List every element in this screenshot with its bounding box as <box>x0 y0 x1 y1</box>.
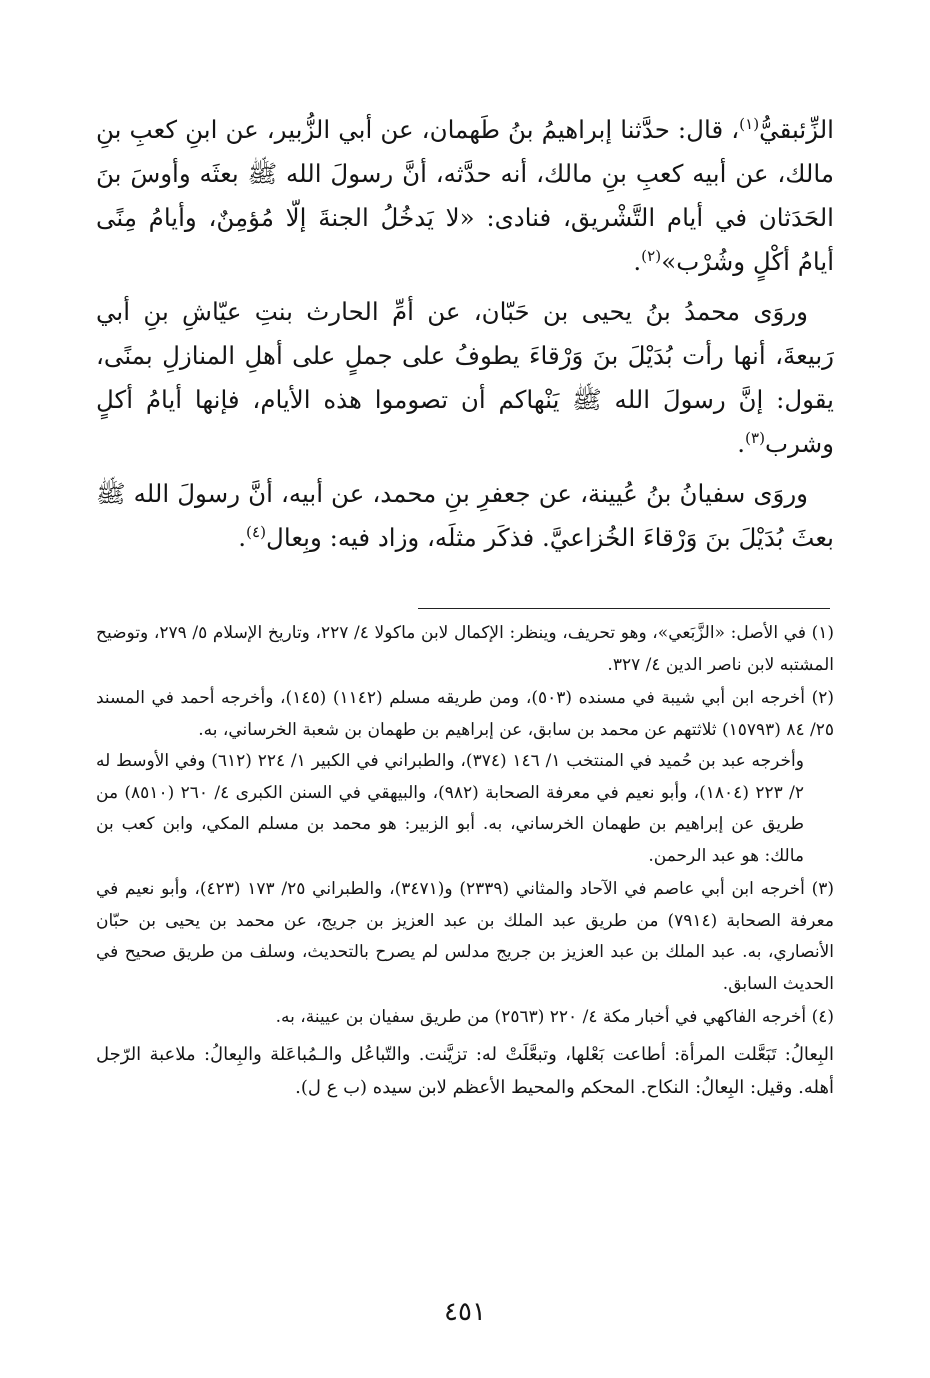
main-text <box>96 108 834 560</box>
footnote-number: (٤) <box>811 1007 834 1027</box>
footnote-2-continuation <box>96 746 834 872</box>
footnote-3 <box>96 874 834 1000</box>
footnote-text: أخرجه ابن أبي شيبة في مسنده (٥٠٣)، ومن طريقه مسلم (١١٤٢) (١٤٥)، وأخرجه أحمد في المسند ٢٥/ ٨٤ (١٥٧٩٣) ثلاثتهم عن محمد بن سابق، عن إبراهيم بن طهمان بن شعبة الخرساني، به. <box>96 688 834 740</box>
footnote-ref-3: (٣) <box>745 428 766 447</box>
footnote-text: أخرجه الفاكهي في أخبار مكة ٤/ ٢٢٠ (٢٥٦٣) من طريق سفيان بن عيينة، به. <box>275 1007 807 1027</box>
gloss-note: البِعالُ: تَبَعَّلت المرأة: أطاعت بَعْلها، وتبعَّلَتْ له: تزيَّنت. والتّباعُل والـمُباعَلة والبِعالُ: ملاعبة الرّجل أهله. وقيل: البِعالُ: النكاح. المحكم والمحيط الأعظم لابن سيده (ب ع ل). <box>96 1043 834 1098</box>
footnote-text: في الأصل: «الزَّبَعي»، وهو تحريف، وينظر: الإكمال لابن ماكولا ٤/ ٢٢٧، وتاريخ الإسلام ٥/ ٢٧٩، وتوضيح المشتبه لابن ناصر الدين ٤/ ٣٢٧. <box>96 623 834 675</box>
para3-body: وروَى سفيانُ بنُ عُيينة، عن جعفرِ بنِ محمد، عن أبيه، أنَّ رسولَ الله ﷺ بعثَ بُدَيْلَ بنَ وَرْقاءَ الخُزاعيَّ. فذكَر مثلَه، وزاد فيه: وبِعال <box>96 479 834 552</box>
footnote-4 <box>96 1002 834 1034</box>
footnote-number: (١) <box>811 623 835 643</box>
page-number: ٤٥١ <box>444 1297 486 1327</box>
para1-end: . <box>633 247 642 276</box>
paragraph-2 <box>96 290 834 466</box>
footnote-ref-4: (٤) <box>246 522 267 541</box>
para3-end: . <box>238 523 246 552</box>
footnote-text: وأخرجه عبد بن حُميد في المنتخب ١/ ١٤٦ (٣٧٤)، والطبراني في الكبير ١/ ٢٢٤ (٦١٢) وفي الأوسط له ٢/ ٢٢٣ (١٨٠٤)، وأبو نعيم في معرفة الصحابة (٩٨٢)، والبيهقي في السنن الكبرى ٤/ ٢٦٠ (٨٥١٠) من طريق عن إبراهيم بن طهمان الخرساني، به. أبو الزبير: هو محمد بن مسلم المكي، وابن كعب بن مالك: هو عبد الرحمن. <box>96 751 804 866</box>
footnote-1 <box>96 618 834 681</box>
footnote-number: (٢) <box>811 688 835 708</box>
footnote-divider <box>418 608 830 609</box>
paragraph-3 <box>96 472 834 560</box>
para1-body: ، قال: حدَّثنا إبراهيمُ بنُ طَهمان، عن أبي الزُّبير، عن ابنِ كعبِ بنِ مالك، عن أبيه كعبِ بنِ مالك، أنه حدَّثه، أنَّ رسولَ الله ﷺ بعثَه وأوسَ بنَ الحَدَثان في أيام التَّشْريق، فنادى: «لا يَدخُلُ الجنةَ إلّا مُؤمِنٌ، وأيامُ مِنًى أيامُ أكْلٍ وشُرْب» <box>96 115 834 276</box>
para2-end: . <box>737 429 745 458</box>
footnote-number: (٣) <box>811 879 834 899</box>
footnote-2 <box>96 683 834 746</box>
para1-start: الزِّئبقيُّ <box>759 115 834 144</box>
paragraph-1 <box>96 108 834 284</box>
para2-body: وروَى محمدُ بنُ يحيى بن حَبّان، عن أمِّ الحارث بنتِ عيّاشِ بنِ أبي رَبيعةَ، أنها رأت بُدَيْلَ بنَ وَرْقاءَ يطوفُ على جملٍ على أهلِ المنازلِ بمنًى، يقول: إنَّ رسولَ الله ﷺ يَنْهاكم أن تصوموا هذه الأيام، فإنها أيامُ أكلٍ وشرب <box>96 297 834 458</box>
footnote-text: أخرجه ابن أبي عاصم في الآحاد والمثاني (٢٣٣٩) و(٣٤٧١)، والطبراني ٢٥/ ١٧٣ (٤٢٣)، وأبو نعيم في معرفة الصحابة (٧٩١٤) من طريق عبد الملك بن عبد العزيز بن جريج، عن محمد بن يحيى بن حبّان الأنصاري، به. عبد الملك بن عبد العزيز بن جريج مدلس لم يصرح بالتحديث، وسلف من طريق صحيح في الحديث السابق. <box>96 879 834 994</box>
footnotes <box>96 618 834 1104</box>
footnote-ref-2: (٢) <box>641 246 662 265</box>
footnote-ref-1: (١) <box>739 114 760 133</box>
